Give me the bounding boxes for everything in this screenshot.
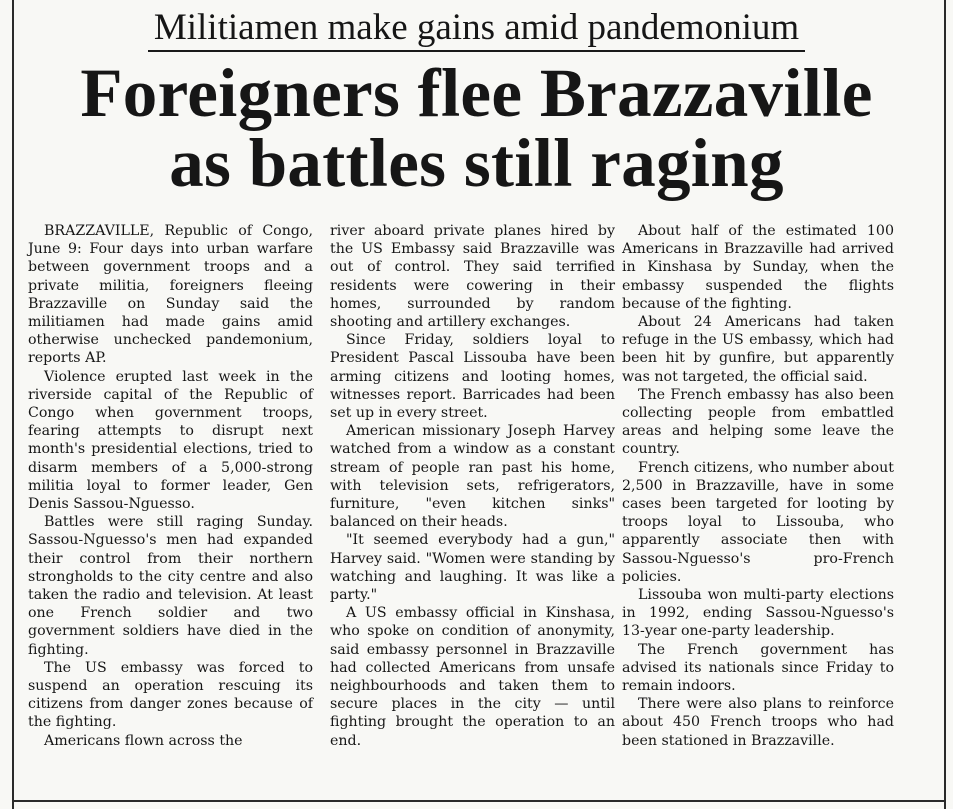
main-headline (0, 55, 953, 201)
paragraph: The French government has advised its nationals since Friday to remain indoors. (622, 641, 894, 695)
headline-line-2: as battles still raging (169, 125, 784, 201)
bottom-border-rule (12, 800, 946, 802)
paragraph: Since Friday, soldiers loyal to President Pascal Lissouba have been arming citizens and looting homes, witnesses report. Barricades had been set up in every street. (330, 332, 615, 422)
paragraph: river aboard private planes hired by the US Embassy said Brazzaville was out of control. They said terrified residents were cowering in their homes, surrounded by random shooting and artillery exchanges. (330, 223, 615, 331)
kicker-container (0, 6, 953, 52)
paragraph: A US embassy official in Kinshasa, who spoke on condition of anonymity, said embassy personnel in Brazzaville had collected Americans from unsafe neighbourhoods and taken them to secure places in the city — until fighting brought the operation to an end. (330, 605, 615, 749)
paragraph: American missionary Joseph Harvey watched from a window as a constant stream of people ran past his home, with television sets, refrigerators, furniture, "even kitchen sinks" balanced on their heads. (330, 423, 615, 531)
paragraph: The French embassy has also been collecting people from embattled areas and helping some leave the country. (622, 386, 894, 458)
paragraph: There were also plans to reinforce about 450 French troops who had been stationed in Brazzaville. (622, 696, 894, 749)
paragraph: BRAZZAVILLE, Republic of Congo, June 9: Four days into urban warfare between government troops and a private militia, foreigners fleeing Brazzaville on Sunday said the militiamen had made gains amid otherwise unchecked pandemonium, reports AP. (28, 223, 313, 367)
headline-line-1: Foreigners flee Brazzaville (80, 55, 873, 131)
paragraph: Americans flown across the (44, 732, 243, 749)
article-column-3 (622, 222, 894, 750)
paragraph: "It seemed everybody had a gun," Harvey said. "Women were standing by watching and laughing. It was like a party." (330, 532, 615, 604)
kicker-headline: Militiamen make gains amid pandemonium (148, 6, 805, 52)
paragraph: Battles were still raging Sunday. Sassou-Nguesso's men had expanded their control from their northern strongholds to the city centre and also taken the radio and television. At least one French soldier and two government soldiers have died in the fighting. (28, 514, 313, 658)
paragraph: Lissouba won multi-party elections in 1992, ending Sassou-Nguesso's 13-year one-party leadership. (622, 587, 894, 640)
paragraph: French citizens, who number about 2,500 in Brazzaville, have in some cases been targeted for looting by troops loyal to Lissouba, who apparently associate then with Sassou-Nguesso's pro-French policies. (622, 459, 894, 585)
paragraph: The US embassy was forced to suspend an operation rescuing its citizens from danger zones because of the fighting. (28, 659, 313, 731)
paragraph: About 24 Americans had taken refuge in the US embassy, which had been hit by gunfire, but apparently was not targeted, the official said. (622, 314, 894, 385)
article-column-1 (28, 222, 313, 750)
paragraph: Violence erupted last week in the riverside capital of the Republic of Congo when government troops, fearing attempts to disrupt next month's presidential elections, tried to disarm members of a 5,000-strong militia loyal to former leader, Gen Denis Sassou-Nguesso. (28, 368, 313, 513)
article-column-2 (330, 222, 615, 750)
paragraph: About half of the estimated 100 Americans in Brazzaville had arrived in Kinshasa by Sunday, when the embassy suspended the flights because of the fighting. (622, 223, 894, 312)
